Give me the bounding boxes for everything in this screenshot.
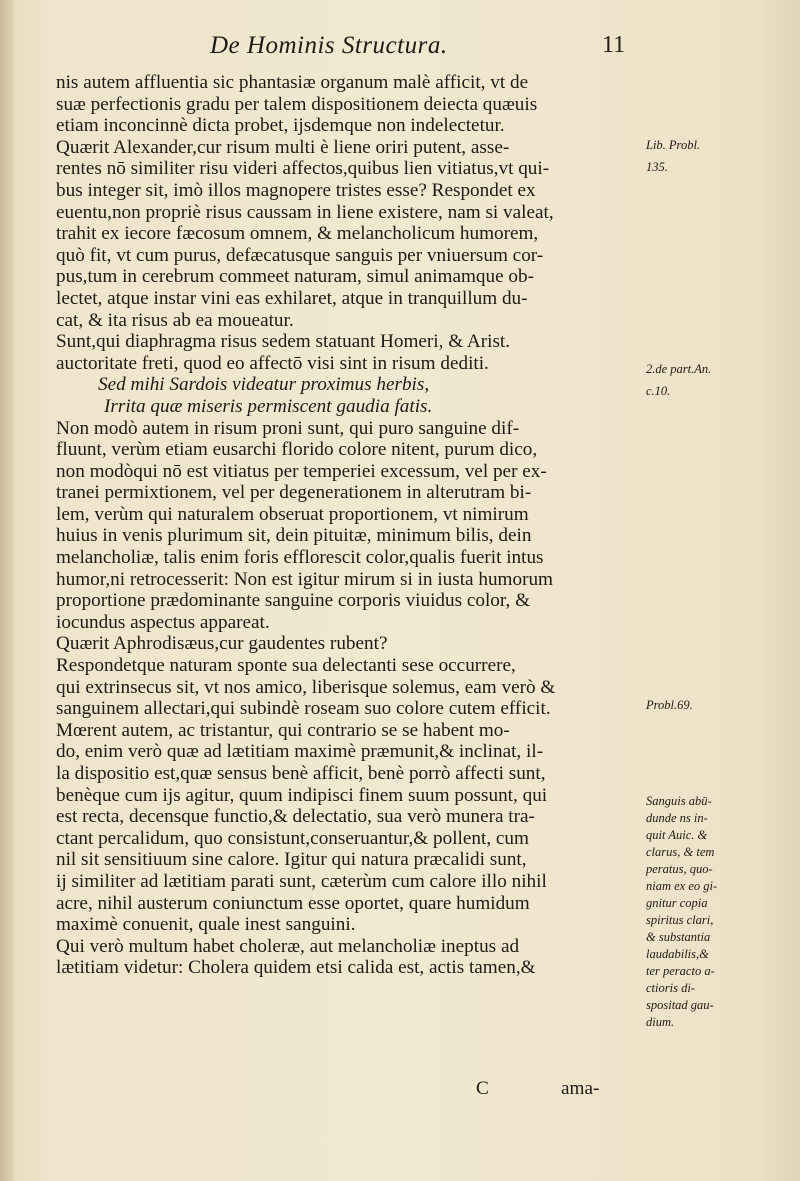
page-header: [0, 28, 800, 68]
text-line: cat, & ita risus ab ea moueatur.: [56, 309, 294, 331]
text-line: nis autem affluentia sic phantasiæ organum malè afficit, vt de: [56, 72, 529, 93]
text-line: suæ perfectionis gradu per talem dispositionem deiecta quæuis: [56, 93, 538, 115]
text-line: qui extrinsecus sit, vt nos amico, liberisque solemus, eam verò &: [56, 676, 556, 698]
text-line: maximè conuenit, quale inest sanguini.: [56, 914, 356, 936]
text-line: acre, nihil austerum coniunctum esse oportet, quare humidum: [56, 892, 530, 914]
verse-line: Irrita quæ miseris permiscent gaudia fatis.: [104, 395, 433, 417]
text-line: trahit ex iecore fæcosum omnem, & melancholicum humorem,: [56, 223, 539, 245]
margin-note: 135.: [646, 160, 668, 174]
verse-line: Sed mihi Sardois videatur proximus herbis,: [98, 374, 430, 396]
margin-note: spiritus clari,: [646, 913, 714, 927]
text-line: Quærit Alexander,cur risum multi è liene oriri putent, asse-: [56, 136, 510, 158]
text-line: bus integer sit, imò illos magnopere tristes esse? Respondet ex: [56, 179, 536, 201]
margin-note: spositad gau-: [646, 998, 714, 1012]
text-line: sanguinem allectari,qui subindè roseam suo colore cutem efficit.: [56, 698, 551, 720]
margin-note: 2.de part.An.: [646, 362, 712, 376]
margin-note: clarus, & tem: [646, 845, 715, 859]
text-line: tranei permixtionem, vel per degenerationem in alterutram bi-: [56, 482, 532, 504]
text-line: auctoritate freti, quod eo affectō visi sint in risum dediti.: [56, 352, 489, 374]
text-line: Respondetque naturam sponte sua delectanti sese occurrere,: [56, 655, 516, 677]
margin-note: ctioris di-: [646, 981, 695, 995]
margin-note: dunde ns in-: [646, 811, 708, 825]
text-line: est recta, decensque functio,& delectatio, sua verò munera tra-: [56, 806, 535, 828]
margin-note: laudabilis,&: [646, 947, 709, 961]
text-line: Quærit Aphrodisæus,cur gaudentes rubent?: [56, 633, 388, 655]
margin-note: c.10.: [646, 384, 671, 398]
page-gutter: [0, 0, 14, 1181]
text-line: lætitiam videtur: Cholera quidem etsi calida est, actis tamen,&: [56, 957, 536, 979]
margin-note: Probl.69.: [646, 698, 693, 712]
text-line: benèque cum ijs agitur, quum indipisci finem suum possunt, qui: [56, 784, 548, 806]
margin-note: Sanguis abū-: [646, 794, 712, 808]
text-line: etiam inconcinnè dicta probet, ijsdemque non indelectetur.: [56, 115, 505, 137]
text-line: rentes nō similiter risu videri affectos,quibus lien vitiatus,vt qui-: [56, 158, 550, 180]
text-line: Qui verò multum habet choleræ, aut melancholiæ ineptus ad: [56, 935, 520, 957]
text-line: lem, verùm qui naturalem obseruat proportionem, vt nimirum: [56, 503, 529, 525]
text-line: fluunt, verùm etiam eusarchi florido colore nitent, purum dico,: [56, 439, 538, 461]
signature-mark: C: [476, 1078, 489, 1099]
text-line: nil sit sensitiuum sine calore. Igitur qui natura præcalidi sunt,: [56, 849, 527, 871]
text-line: pus,tum in cerebrum commeet naturam, simul animamque ob-: [56, 266, 534, 288]
margin-note: & substantia: [646, 930, 711, 944]
text-line: lectet, atque instar vini eas exhilaret, atque in tranquillum du-: [56, 287, 528, 309]
text-line: melancholiæ, talis enim foris efflorescit color,qualis fuerit intus: [56, 547, 544, 569]
margin-note: ter peracto a-: [646, 964, 715, 978]
catchword: ama-: [561, 1078, 600, 1099]
text-line: la dispositio est,quæ sensus benè afficit, benè porrò affecti sunt,: [56, 763, 546, 784]
text-line: Mœrent autem, ac tristantur, qui contrario se se habent mo-: [56, 719, 510, 741]
running-title: De Hominis Structura.: [210, 32, 448, 59]
text-line: euentu,non propriè risus caussam in liene existere, nam si valeat,: [56, 201, 554, 223]
text-line: do, enim verò quæ ad lætitiam maximè præmunit,& inclinat, il-: [56, 741, 544, 763]
margin-note: Lib. Probl.: [646, 138, 701, 152]
margin-note: peratus, quo-: [646, 862, 713, 876]
text-line: iocundus aspectus appareat.: [56, 611, 270, 633]
page-number: 11: [602, 32, 626, 58]
text-line: ij similiter ad lætitiam parati sunt, cæterùm cum calore illo nihil: [56, 870, 547, 892]
body-text: [56, 72, 646, 979]
text-line: humor,ni retrocesserit: Non est igitur mirum si in iusta humorum: [56, 568, 553, 590]
margin-note: dium.: [646, 1015, 675, 1029]
text-line: Non modò autem in risum proni sunt, qui puro sanguine dif-: [56, 417, 520, 439]
margin-note: gnitur copia: [646, 896, 708, 910]
text-line: ctant percalidum, quo consistunt,conseruantur,& pollent, cum: [56, 827, 529, 849]
text-line: non modòqui nō est vitiatus per temperiei excessum, vel per ex-: [56, 460, 547, 482]
text-line: quò fit, vt cum purus, defæcatusque sanguis per vniuersum cor-: [56, 244, 544, 266]
margin-note: quit Auic. &: [646, 828, 708, 842]
margin-note: niam ex eo gi-: [646, 879, 718, 893]
text-line: proportione prædominante sanguine corporis viuidus color, &: [56, 590, 531, 612]
text-line: huius in venis plurimum sit, dein pituitæ, minimum bilis, dein: [56, 525, 532, 547]
text-line: Sunt,qui diaphragma risus sedem statuant Homeri, & Arist.: [56, 331, 511, 353]
